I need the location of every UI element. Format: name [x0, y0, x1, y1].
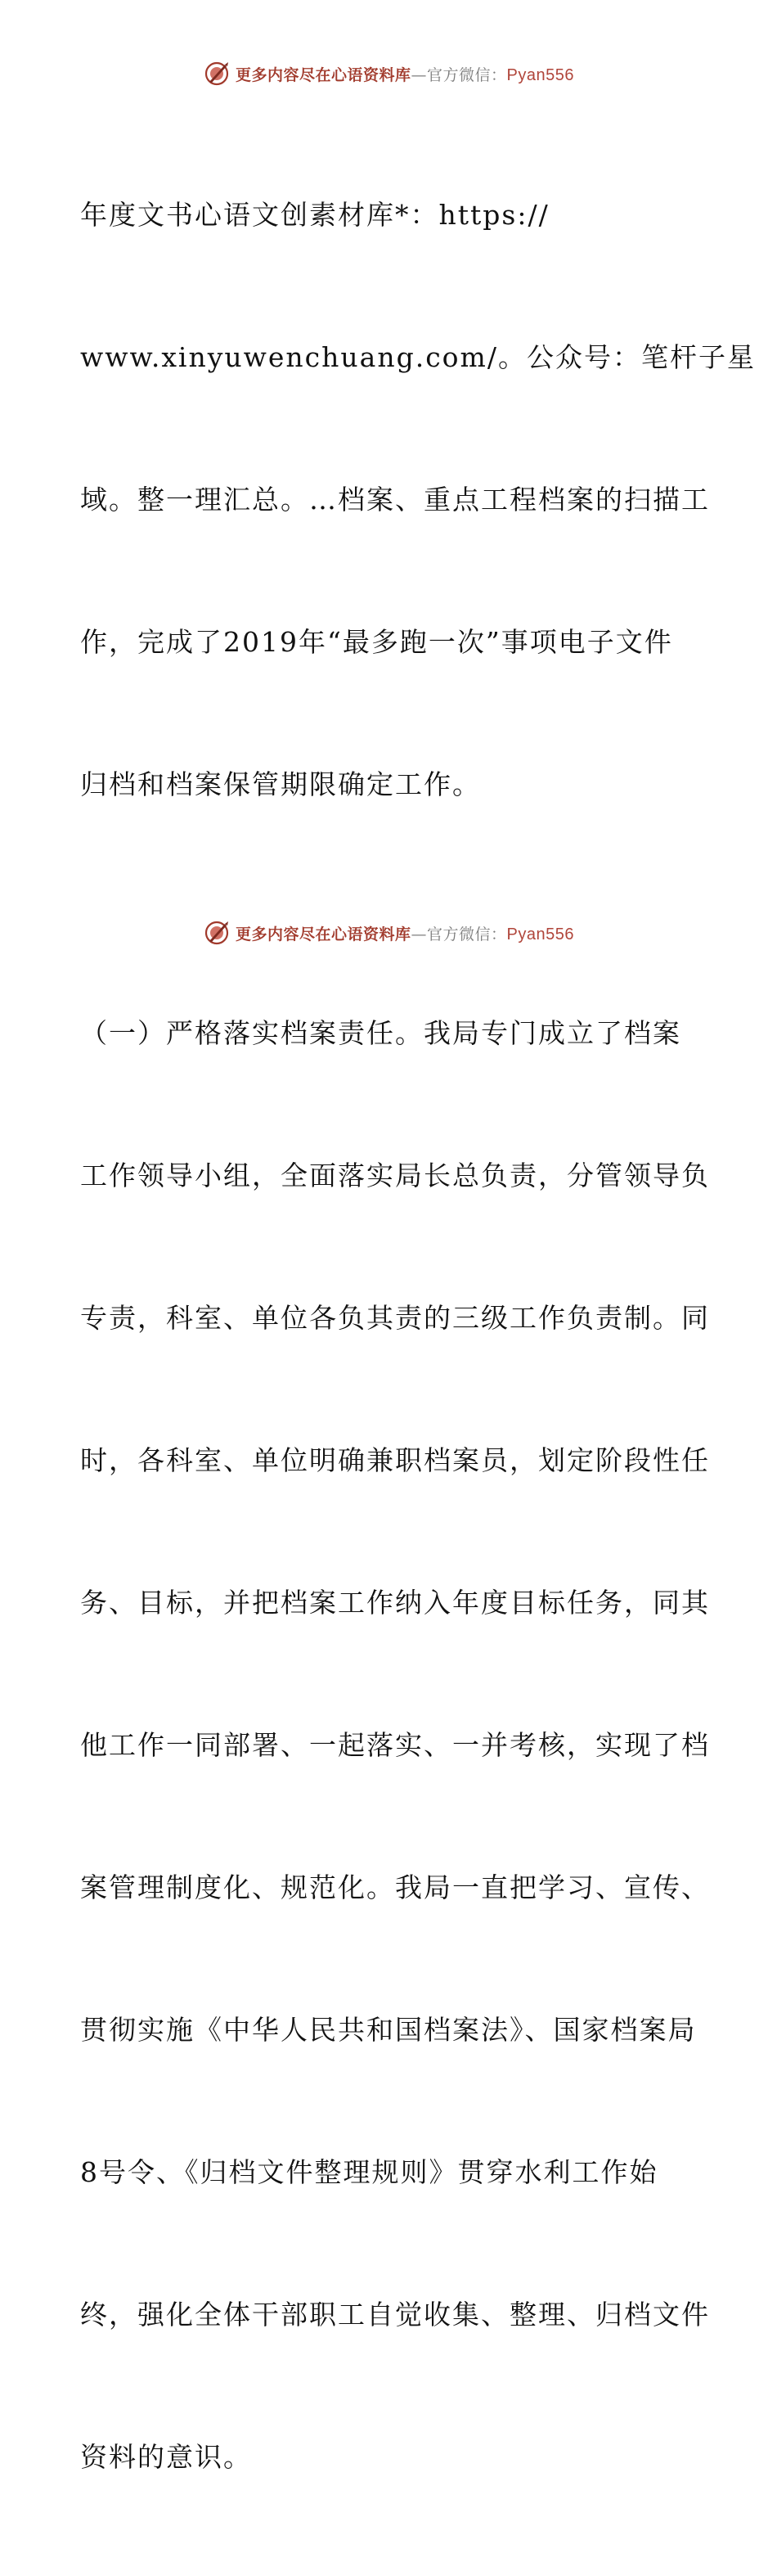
- paragraph-1: [80, 97, 756, 903]
- watermark-text: [236, 63, 574, 85]
- text-line: 作，完成了2019年“最多跑一次”事项电子文件: [80, 626, 673, 658]
- watermark-wechat-id: Pyan556: [506, 925, 574, 943]
- header-watermark-banner: [0, 57, 777, 90]
- text-line: 工作领导小组，全面落实局长总负责，分管领导负: [80, 1160, 710, 1191]
- paragraph-2: [80, 915, 710, 2576]
- text-line: 终，强化全体干部职工自觉收集、整理、归档文件: [80, 2299, 710, 2331]
- text-line: 8号令、《归档文件整理规则》贯穿水利工作始: [80, 2156, 658, 2188]
- watermark-text: [236, 922, 574, 944]
- watermark-slogan: 更多内容尽在心语资料库: [236, 65, 411, 84]
- text-line: 专责，科室、单位各负其责的三级工作负责制。同: [80, 1302, 710, 1334]
- text-line: 归档和档案保管期限确定工作。: [80, 768, 481, 800]
- text-line: 他工作一同部署、一起落实、一并考核，实现了档: [80, 1729, 710, 1761]
- text-line: 时，各科室、单位明确兼职档案员，划定阶段性任: [80, 1444, 710, 1476]
- header-watermark-group: [203, 60, 574, 88]
- footer-watermark-banner: [0, 916, 777, 949]
- document-body: [80, 97, 756, 2576]
- text-line: 案管理制度化、规范化。我局一直把学习、宣传、: [80, 1871, 710, 1903]
- text-line: 资料的意识。: [80, 2441, 252, 2473]
- text-line: （一）严格落实档案责任。我局专门成立了档案: [80, 1017, 681, 1049]
- text-line: www.xinyuwenchuang.com/。公众号：笔杆子星: [80, 341, 756, 373]
- quill-seal-icon: [203, 60, 231, 88]
- quill-seal-icon: [203, 919, 231, 947]
- text-line: 务、目标，并把档案工作纳入年度目标任务，同其: [80, 1587, 710, 1619]
- watermark-wechat-label: 官方微信：: [427, 65, 507, 84]
- watermark-slogan: 更多内容尽在心语资料库: [236, 925, 411, 943]
- watermark-separator: —: [411, 65, 428, 84]
- text-line: 年度文书心语文创素材库*：https://: [80, 199, 550, 231]
- footer-watermark-group: [203, 919, 574, 947]
- watermark-separator: —: [411, 925, 428, 943]
- text-line: 域。整一理汇总。…档案、重点工程档案的扫描工: [80, 484, 710, 516]
- watermark-wechat-label: 官方微信：: [427, 925, 507, 943]
- text-line: 贯彻实施《中华人民共和国档案法》、国家档案局: [80, 2014, 697, 2046]
- watermark-wechat-id: Pyan556: [506, 65, 574, 84]
